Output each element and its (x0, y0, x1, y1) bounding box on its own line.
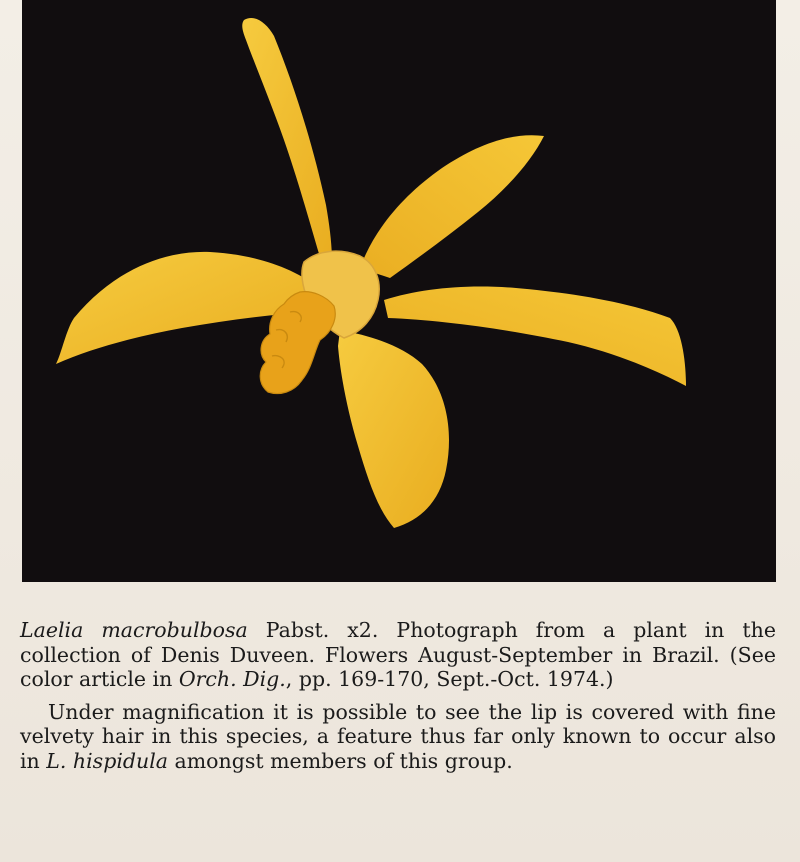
body-text-2: amongst members of this group. (168, 748, 513, 773)
caption-journal-name: Orch. Dig. (178, 667, 286, 691)
caption-species-name: Laelia macrobulbosa (20, 618, 248, 642)
orchid-photograph (22, 0, 776, 582)
caption-text-2: , pp. 169-170, Sept.-Oct. 1974.) (285, 667, 614, 691)
figure-caption (20, 618, 776, 773)
caption-text-1: Pabst. x2. Photograph from a plant in the collection of Denis Duveen. Flowers August-September in Brazil. (See color article in (20, 618, 776, 691)
body-paragraph (20, 700, 776, 774)
caption-paragraph (20, 618, 776, 692)
body-species-name: L. hispidula (46, 748, 168, 773)
orchid-flower-image (22, 0, 776, 582)
body-text-1: Under magnification it is possible to see the lip is covered with fine velvety hair in this species, a feature thus far only known to occur also in (20, 699, 776, 773)
